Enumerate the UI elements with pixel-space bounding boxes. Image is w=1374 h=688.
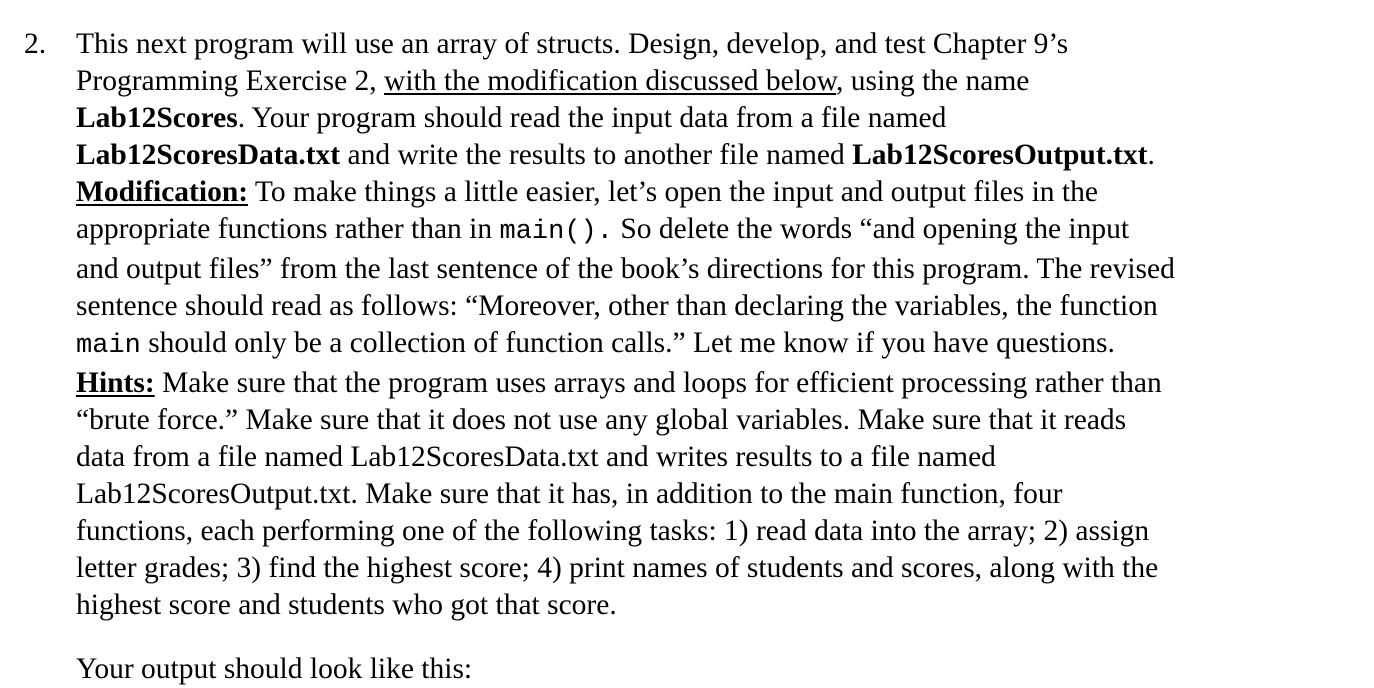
paragraph-line [76, 325, 1364, 365]
paragraph-line [76, 63, 1364, 100]
text-span: So delete the words “and opening the input [612, 213, 1130, 245]
text-span: , using the name [836, 65, 1030, 97]
cutoff-next-line: Your output should look like this: [76, 653, 473, 685]
text-span: This next program will use an array of structs. Design, develop, and test Chapter 9’s [76, 28, 1069, 60]
paragraph-line [76, 211, 1364, 251]
paragraph-line [76, 402, 1364, 439]
text-span: . [1147, 139, 1155, 171]
text-span: and output files” from the last sentence of the book’s directions for this program. The revised [76, 253, 1175, 285]
code-main: main [76, 331, 141, 361]
underlined-text: with the modification discussed below [384, 65, 837, 97]
paragraph-line [76, 513, 1364, 550]
text-span: should only be a collection of function calls.” Let me know if you have questions. [140, 327, 1115, 359]
text-span: . Your program should read the input data from a file named [237, 102, 947, 134]
input-filename: Lab12ScoresData.txt [76, 139, 341, 171]
text-span: letter grades; 3) find the highest score; 4) print names of students and scores, along with the [76, 552, 1159, 584]
text-span: highest score and students who got that score. [76, 589, 617, 621]
paragraph-line [76, 137, 1364, 174]
paragraph-line [76, 550, 1364, 587]
document-body [24, 26, 1364, 624]
item-number: 2. [24, 28, 47, 60]
paragraph-line [76, 365, 1364, 402]
text-span: Make sure that the program uses arrays and loops for efficient processing rather than [154, 367, 1162, 399]
paragraph-line [76, 476, 1364, 513]
text-span: Lab12ScoresOutput.txt. Make sure that it has, in addition to the main function, four [76, 478, 1063, 510]
paragraph-line [76, 288, 1364, 325]
paragraph-line [76, 174, 1364, 211]
text-span: Programming Exercise 2, [76, 65, 385, 97]
paragraph-line [76, 439, 1364, 476]
text-span: functions, each performing one of the following tasks: 1) read data into the array; 2) assign [76, 515, 1150, 547]
paragraph-line [76, 587, 1364, 624]
text-span: and write the results to another file named [340, 139, 853, 171]
code-main: main(). [499, 217, 613, 247]
text-span: data from a file named Lab12ScoresData.txt and writes results to a file named [76, 441, 996, 473]
modification-heading: Modification: [76, 176, 249, 208]
program-name: Lab12Scores [76, 102, 238, 134]
text-span: sentence should read as follows: “Moreover, other than declaring the variables, the function [76, 290, 1158, 322]
text-span: “brute force.” Make sure that it does not use any global variables. Make sure that it reads [76, 404, 1127, 436]
paragraph-line [76, 251, 1364, 288]
hints-heading: Hints: [76, 367, 155, 399]
text-span: To make things a little easier, let’s open the input and output files in the [248, 176, 1098, 208]
paragraph-line [76, 100, 1364, 137]
output-filename: Lab12ScoresOutput.txt [852, 139, 1148, 171]
numbered-item-2 [24, 26, 1364, 624]
paragraph-line [76, 26, 1364, 63]
text-span: appropriate functions rather than in [76, 213, 500, 245]
